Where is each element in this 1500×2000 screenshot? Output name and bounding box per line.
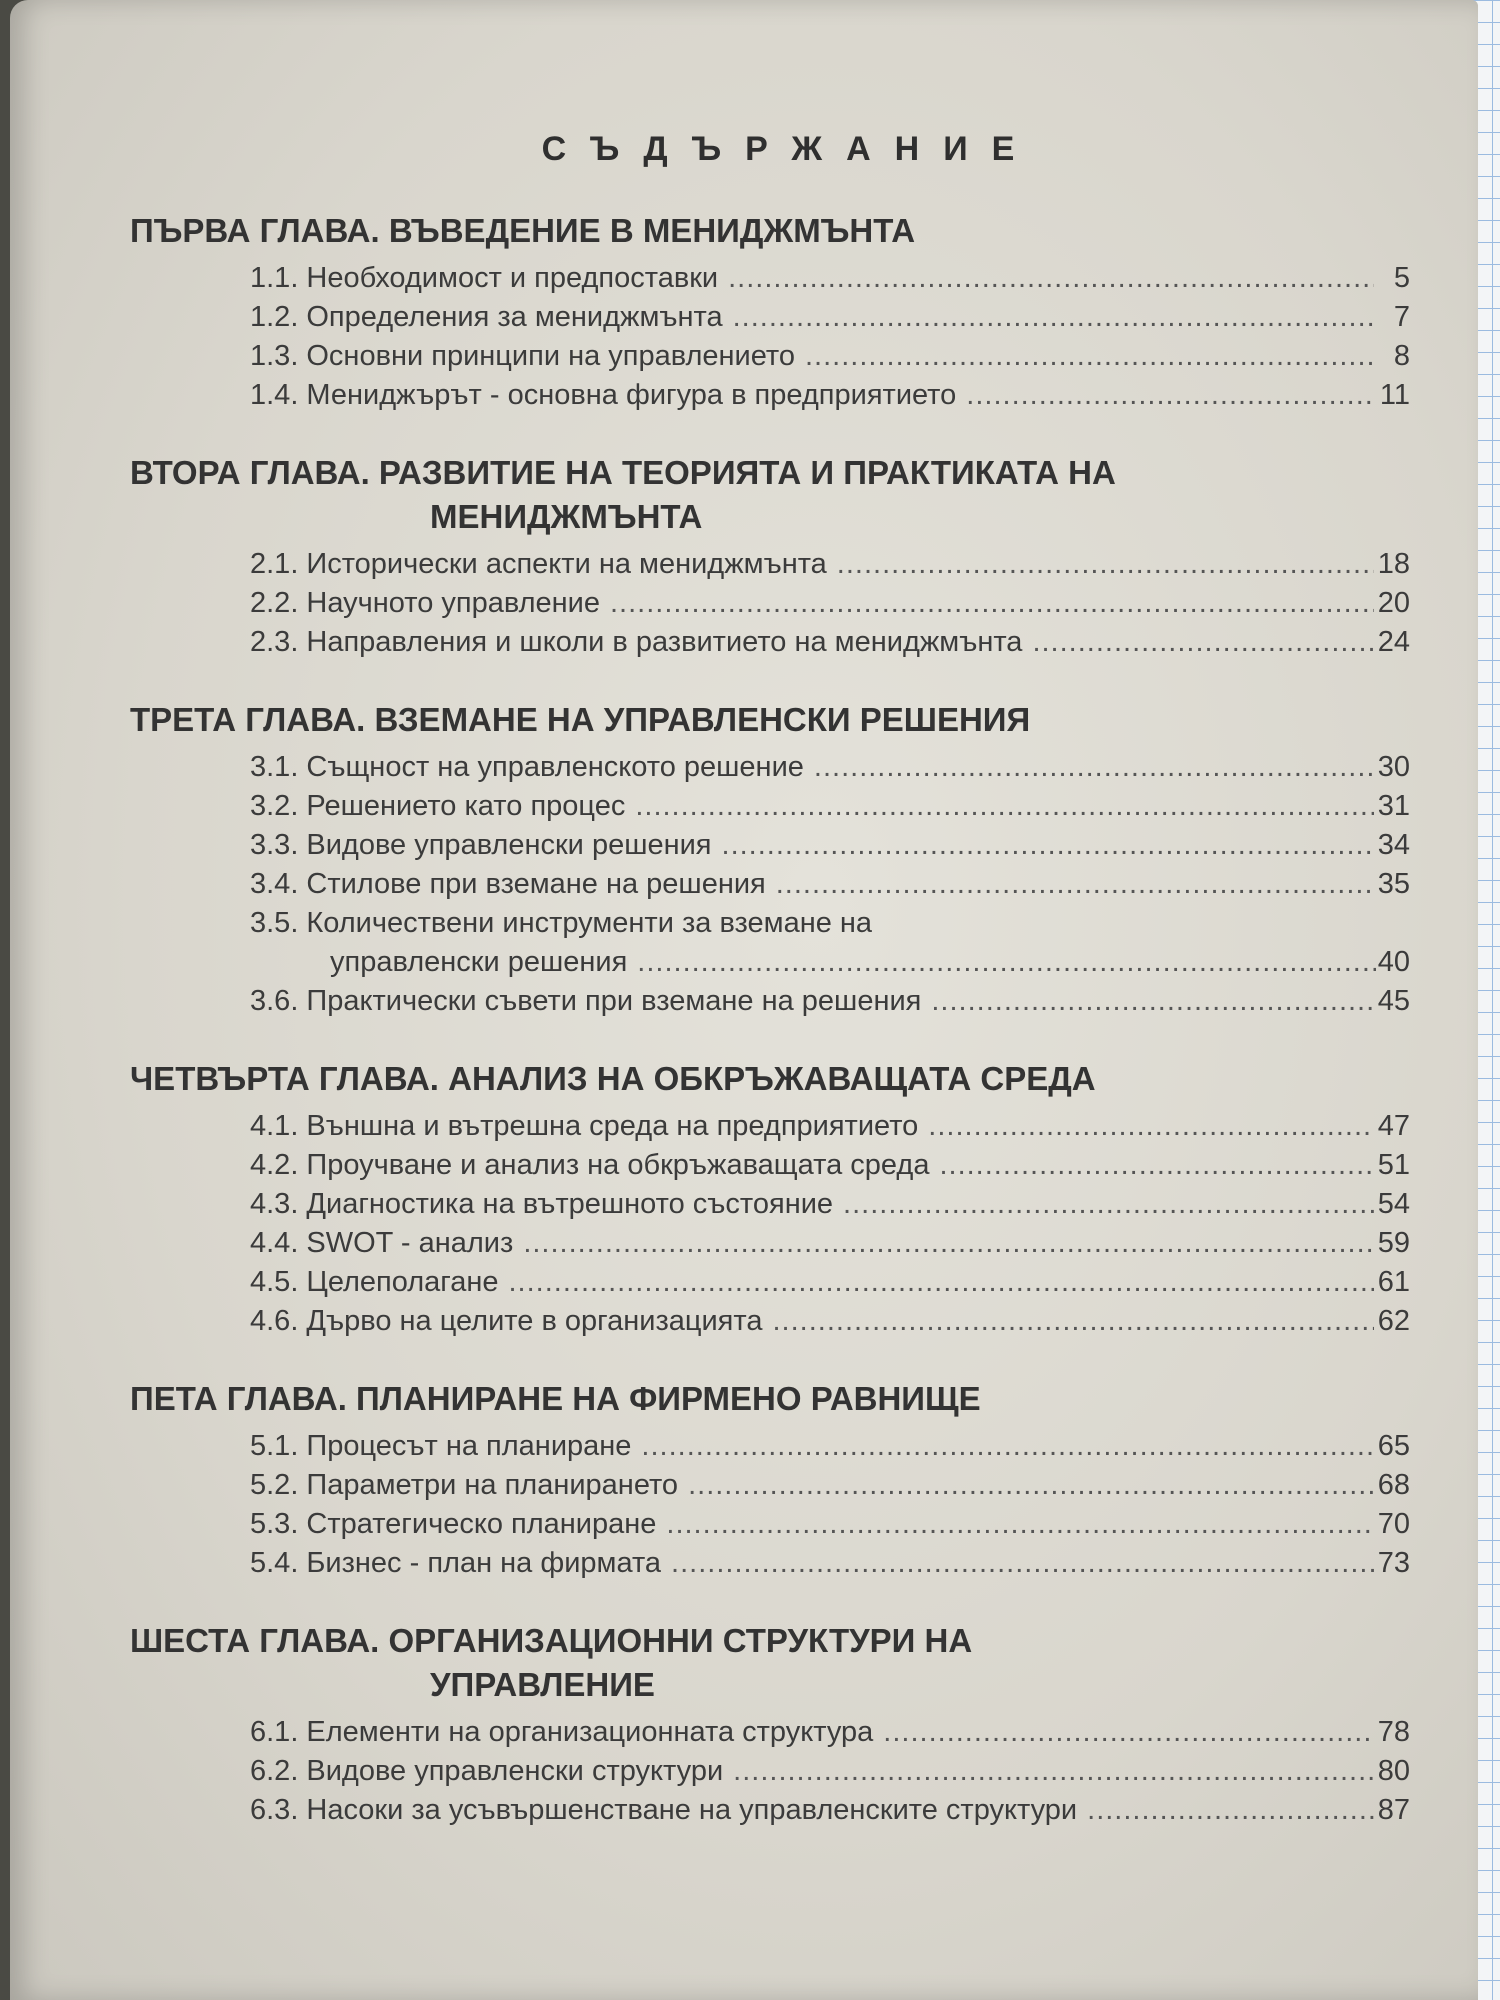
chapter-section (130, 1057, 1410, 1341)
toc-entry[interactable] (130, 1224, 1410, 1263)
toc-entry[interactable] (130, 1146, 1410, 1185)
dot-leader (733, 298, 1374, 337)
toc-entry[interactable] (130, 904, 1410, 943)
entry-page-number: 24 (1377, 626, 1410, 658)
dot-leader (635, 787, 1374, 826)
entry-page-number: 34 (1377, 829, 1410, 861)
dot-leader (610, 584, 1374, 623)
entry-title: Параметри на планирането (306, 1469, 679, 1501)
entry-number: 1.3. (250, 340, 299, 372)
toc-entry[interactable] (130, 748, 1410, 787)
entry-title: Видове управленски структури (306, 1755, 724, 1787)
entry-number: 3.2. (250, 790, 299, 822)
chapter-list (130, 209, 1410, 1830)
entry-page-number: 62 (1377, 1305, 1410, 1337)
chapter-heading (130, 698, 1410, 742)
dot-leader (843, 1185, 1374, 1224)
toc-entry[interactable] (130, 1263, 1410, 1302)
entry-title-continuation: управленски решения (330, 946, 628, 978)
entry-number: 3.6. (250, 985, 299, 1017)
toc-entry[interactable] (130, 1752, 1410, 1791)
toc-entry[interactable] (130, 1713, 1410, 1752)
table-of-contents (130, 130, 1410, 1866)
chapter-heading-text: ПЕТА ГЛАВА. ПЛАНИРАНЕ НА ФИРМЕНО РАВНИЩЕ (130, 1380, 981, 1417)
entry-title: Диагностика на вътрешното състояние (306, 1188, 834, 1220)
entry-number: 5.3. (250, 1508, 299, 1540)
dot-leader (666, 1505, 1374, 1544)
entry-page-number: 87 (1377, 1794, 1410, 1826)
chapter-heading (130, 451, 1410, 539)
toc-entry[interactable] (130, 259, 1410, 298)
chapter-heading-text: ПЪРВА ГЛАВА. ВЪВЕДЕНИЕ В МЕНИДЖМЪНТА (130, 212, 916, 249)
entry-page-number: 59 (1377, 1227, 1410, 1259)
entry-number: 4.3. (250, 1188, 299, 1220)
entry-number: 6.1. (250, 1716, 299, 1748)
chapter-section (130, 1377, 1410, 1583)
entry-page-number: 65 (1377, 1430, 1410, 1462)
entry-title: Практически съвети при вземане на решения (306, 985, 922, 1017)
entry-page-number: 70 (1377, 1508, 1410, 1540)
entry-title: Необходимост и предпоставки (306, 262, 719, 294)
entry-title: Насоки за усъвършенстване на управленските структури (306, 1794, 1078, 1826)
entry-page-number: 78 (1377, 1716, 1410, 1748)
entry-number: 5.2. (250, 1469, 299, 1501)
dot-leader (728, 259, 1374, 298)
toc-entry[interactable] (130, 1544, 1410, 1583)
entry-number: 4.1. (250, 1110, 299, 1142)
entry-number: 5.4. (250, 1547, 299, 1579)
entry-title: Направления и школи в развитието на мениджмънта (306, 626, 1023, 658)
dot-leader (688, 1466, 1374, 1505)
dot-leader (883, 1713, 1374, 1752)
toc-entry[interactable] (130, 787, 1410, 826)
entry-title: Външна и вътрешна среда на предприятието (306, 1110, 919, 1142)
toc-entry[interactable] (130, 1107, 1410, 1146)
dot-leader (931, 982, 1374, 1021)
dot-leader (966, 376, 1374, 415)
entry-page-number: 7 (1393, 301, 1410, 333)
entry-number: 6.2. (250, 1755, 299, 1787)
toc-entry[interactable] (130, 1466, 1410, 1505)
entry-number: 4.5. (250, 1266, 299, 1298)
dot-leader (509, 1263, 1375, 1302)
toc-entry[interactable] (130, 1427, 1410, 1466)
dot-leader (837, 545, 1374, 584)
entry-page-number: 80 (1377, 1755, 1410, 1787)
toc-entry[interactable] (130, 865, 1410, 904)
toc-entry[interactable] (130, 298, 1410, 337)
dot-leader (523, 1224, 1374, 1263)
entry-title: Мениджърът - основна фигура в предприятието (306, 379, 957, 411)
entry-page-number: 61 (1377, 1266, 1410, 1298)
entry-page-number: 35 (1377, 868, 1410, 900)
entry-title: Стилове при вземане на решения (306, 868, 766, 900)
chapter-section (130, 451, 1410, 662)
toc-entry[interactable] (130, 1791, 1410, 1830)
entry-number: 2.2. (250, 587, 299, 619)
toc-title: СЪДЪРЖАНИЕ (541, 130, 1039, 168)
entry-title: Решението като процес (306, 790, 626, 822)
dot-leader (805, 337, 1374, 376)
chapter-section (130, 209, 1410, 415)
chapter-heading (130, 1377, 1410, 1421)
entry-page-number: 31 (1377, 790, 1410, 822)
entry-page-number: 18 (1377, 548, 1410, 580)
toc-entry[interactable] (130, 826, 1410, 865)
entry-title: Исторически аспекти на мениджмънта (306, 548, 827, 580)
dot-leader (671, 1544, 1374, 1583)
toc-entry-continuation[interactable] (130, 943, 1410, 982)
toc-entry[interactable] (130, 337, 1410, 376)
entry-page-number: 5 (1393, 262, 1410, 294)
entry-page-number: 51 (1377, 1149, 1410, 1181)
book-page (10, 0, 1478, 2000)
toc-entry[interactable] (130, 1302, 1410, 1341)
toc-entry[interactable] (130, 376, 1410, 415)
entry-title: SWOT - анализ (306, 1227, 514, 1259)
entry-number: 5.1. (250, 1430, 299, 1462)
entry-number: 1.2. (250, 301, 299, 333)
entry-title: Целеполагане (306, 1266, 499, 1298)
entry-title: Определения за мениджмънта (306, 301, 723, 333)
entry-title: Видове управленски решения (306, 829, 712, 861)
chapter-heading-text: ТРЕТА ГЛАВА. ВЗЕМАНЕ НА УПРАВЛЕНСКИ РЕШЕНИЯ (130, 701, 1031, 738)
dot-leader (772, 1302, 1374, 1341)
entry-title: Процесът на планиране (306, 1430, 632, 1462)
toc-entry[interactable] (130, 623, 1410, 662)
entry-title: Основни принципи на управлението (306, 340, 795, 372)
chapter-heading (130, 1619, 1410, 1707)
chapter-heading-text: ШЕСТА ГЛАВА. ОРГАНИЗАЦИОННИ СТРУКТУРИ НА (130, 1622, 973, 1659)
entry-number: 4.4. (250, 1227, 299, 1259)
toc-entry[interactable] (130, 584, 1410, 623)
toc-entry[interactable] (130, 1185, 1410, 1224)
toc-entry[interactable] (130, 545, 1410, 584)
toc-entry[interactable] (130, 982, 1410, 1021)
entry-title: Същност на управленското решение (306, 751, 804, 783)
entry-title: Количествени инструменти за вземане на (306, 907, 873, 939)
entry-page-number: 8 (1393, 340, 1410, 372)
entry-page-number: 45 (1377, 985, 1410, 1017)
dot-leader (1087, 1791, 1374, 1830)
chapter-heading-text: ВТОРА ГЛАВА. РАЗВИТИЕ НА ТЕОРИЯТА И ПРАКТИКАТА НА (130, 454, 1116, 491)
entry-page-number: 47 (1377, 1110, 1410, 1142)
entry-title: Научното управление (306, 587, 600, 619)
entry-number: 6.3. (250, 1794, 299, 1826)
dot-leader (637, 943, 1375, 982)
entry-number: 4.2. (250, 1149, 299, 1181)
entry-page-number: 20 (1377, 587, 1410, 619)
entry-title: Стратегическо планиране (306, 1508, 657, 1540)
dot-leader (722, 826, 1374, 865)
entry-title: Бизнес - план на фирмата (306, 1547, 662, 1579)
dot-leader (1032, 623, 1374, 662)
dot-leader (733, 1752, 1374, 1791)
entry-number: 4.6. (250, 1305, 299, 1337)
entry-title: Проучване и анализ на обкръжаващата среда (306, 1149, 930, 1181)
entry-title: Елементи на организационната структура (306, 1716, 874, 1748)
entry-number: 1.1. (250, 262, 299, 294)
dot-leader (814, 748, 1374, 787)
entry-page-number: 68 (1377, 1469, 1410, 1501)
entry-number: 2.1. (250, 548, 299, 580)
chapter-section (130, 698, 1410, 1021)
chapter-heading-text: ЧЕТВЪРТА ГЛАВА. АНАЛИЗ НА ОБКРЪЖАВАЩАТА СРЕДА (130, 1060, 1096, 1097)
entry-title: Дърво на целите в организацията (306, 1305, 763, 1337)
dot-leader (641, 1427, 1374, 1466)
chapter-heading (130, 1057, 1410, 1101)
entry-number: 3.5. (250, 907, 299, 939)
chapter-heading-continuation: МЕНИДЖМЪНТА (430, 498, 703, 535)
chapter-heading (130, 209, 1410, 253)
dot-leader (928, 1107, 1374, 1146)
dot-leader (776, 865, 1374, 904)
entry-page-number: 73 (1377, 1547, 1410, 1579)
entry-page-number: 11 (1379, 379, 1410, 411)
entry-number: 2.3. (250, 626, 299, 658)
entry-number: 3.3. (250, 829, 299, 861)
entry-page-number: 54 (1377, 1188, 1410, 1220)
entry-number: 3.4. (250, 868, 299, 900)
toc-entry[interactable] (130, 1505, 1410, 1544)
dot-leader (939, 1146, 1374, 1185)
entry-number: 3.1. (250, 751, 299, 783)
entry-number: 1.4. (250, 379, 299, 411)
chapter-heading-continuation: УПРАВЛЕНИЕ (430, 1666, 655, 1703)
entry-page-number: 30 (1377, 751, 1410, 783)
entry-page-number: 40 (1377, 946, 1410, 978)
chapter-section (130, 1619, 1410, 1830)
